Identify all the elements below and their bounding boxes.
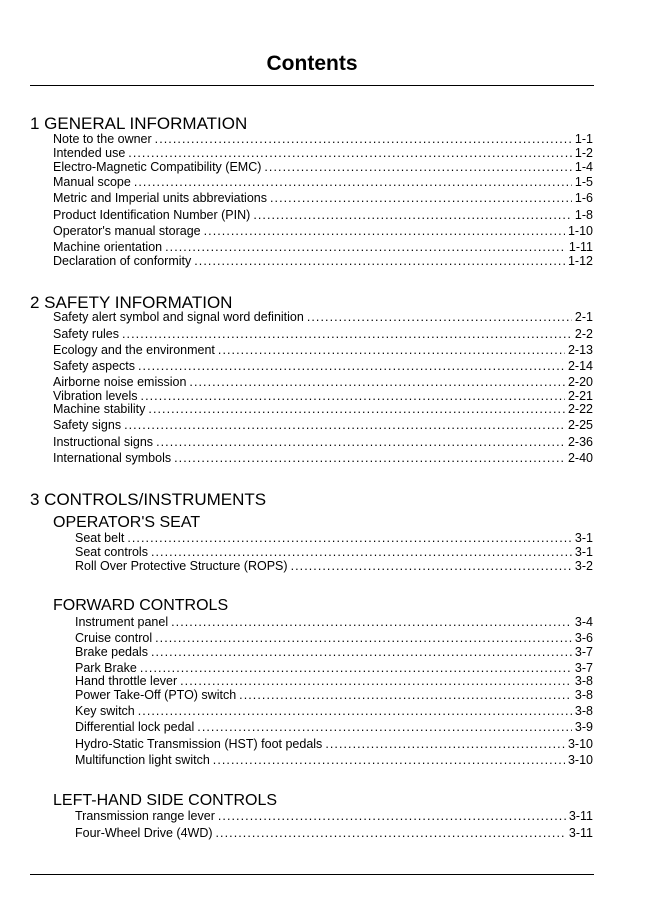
toc-entry-page: 3-8 [574,674,593,688]
toc-entry-page: 1-2 [574,146,593,160]
toc-entry-text: Hand throttle lever [75,674,178,688]
dot-leader [213,752,565,768]
dot-leader [204,223,565,239]
toc-entry-text: Multifunction light switch [75,753,210,767]
toc-entry[interactable] [75,736,593,752]
toc-entry-text: Intended use [53,146,126,160]
dot-leader [124,417,565,433]
toc-entry-page: 2-20 [567,375,593,389]
dot-leader [134,174,572,190]
toc-entry[interactable] [75,752,593,768]
toc-entry-page: 1-11 [568,240,593,254]
toc-entry[interactable] [53,450,593,466]
toc-entry-page: 3-7 [574,645,593,659]
dot-leader [171,614,572,630]
toc-entry-text: Cruise control [75,631,153,645]
toc-entry-text: Machine orientation [53,240,163,254]
dot-leader [156,434,565,450]
toc-entry[interactable] [75,825,593,841]
toc-entry-text: Safety aspects [53,359,135,373]
toc-entry-page: 3-6 [574,631,593,645]
toc-entry[interactable] [53,434,593,450]
dot-leader [264,159,572,175]
dot-leader [218,342,565,358]
dot-leader [253,207,572,223]
toc-entry[interactable] [53,223,593,239]
toc-entry-page: 1-10 [567,224,593,238]
toc-entry-page: 2-40 [567,451,593,465]
toc-entry-text: Safety signs [53,418,122,432]
toc-entry-text: Park Brake [75,661,137,675]
toc-entry-text: Hydro-Static Transmission (HST) foot pedals [75,737,323,751]
toc-entry[interactable] [75,719,593,735]
toc-entry[interactable] [75,558,593,574]
toc-entry-text: Four-Wheel Drive (4WD) [75,826,213,840]
dot-leader [239,687,572,703]
toc-entry-page: 3-4 [574,615,593,629]
toc-entry-text: Seat belt [75,531,125,545]
toc-entry-page: 1-4 [574,160,593,174]
toc-entry[interactable] [53,342,593,358]
toc-entry[interactable] [53,309,593,325]
toc-entry[interactable] [53,207,593,223]
toc-entry-page: 2-22 [567,402,593,416]
subsection-heading-operators-seat: OPERATOR'S SEAT [53,514,201,531]
toc-entry-page: 1-1 [574,132,593,146]
toc-entry[interactable] [53,159,593,175]
toc-entry-page: 3-10 [567,753,593,767]
section-heading-safety-information: 2 SAFETY INFORMATION [30,293,233,312]
toc-entry-text: Differential lock pedal [75,720,195,734]
toc-entry-text: Power Take-Off (PTO) switch [75,688,237,702]
toc-entry-page: 1-8 [574,208,593,222]
page-title: Contents [266,52,358,75]
toc-entry-text: Operator's manual storage [53,224,201,238]
toc-entry-page: 1-5 [574,175,593,189]
dot-leader [122,326,572,342]
toc-entry-page: 1-6 [574,191,593,205]
toc-entry[interactable] [75,808,593,824]
toc-entry-page: 2-21 [567,389,593,403]
toc-entry[interactable] [53,174,593,190]
toc-entry[interactable] [75,644,593,660]
toc-entry-text: Ecology and the environment [53,343,215,357]
toc-entry-page: 3-1 [574,545,593,559]
section-heading-controls-instruments: 3 CONTROLS/INSTRUMENTS [30,490,267,509]
toc-entry[interactable] [53,326,593,342]
toc-entry-page: 3-10 [567,737,593,751]
dot-leader [148,401,565,417]
toc-entry-text: Vibration levels [53,389,138,403]
dot-leader [307,309,572,325]
toc-entry[interactable] [53,190,593,206]
dot-leader [270,190,572,206]
toc-entry-text: Instructional signs [53,435,154,449]
toc-entry-text: Instrument panel [75,615,169,629]
toc-entry-text: Machine stability [53,402,146,416]
toc-entry-text: International symbols [53,451,172,465]
toc-entry[interactable] [75,687,593,703]
toc-entry-page: 2-13 [567,343,593,357]
dot-leader [325,736,565,752]
toc-entry-page: 2-25 [567,418,593,432]
toc-entry[interactable] [53,417,593,433]
toc-entry-text: Electro-Magnetic Compatibility (EMC) [53,160,262,174]
toc-entry[interactable] [53,358,593,374]
toc-entry-page: 1-12 [567,254,593,268]
bottom-divider [30,874,594,875]
toc-entry[interactable] [75,703,593,719]
toc-entry-text: Airborne noise emission [53,375,187,389]
toc-entry-text: Declaration of conformity [53,254,192,268]
toc-entry-text: Metric and Imperial units abbreviations [53,191,267,205]
toc-entry-page: 3-11 [568,826,593,840]
toc-entry-text: Key switch [75,704,135,718]
dot-leader [138,358,565,374]
toc-entry-page: 3-11 [568,809,593,823]
dot-leader [216,825,566,841]
toc-entry-page: 2-14 [567,359,593,373]
dot-leader [197,719,572,735]
toc-entry-text: Safety rules [53,327,120,341]
toc-entry-page: 2-2 [574,327,593,341]
toc-entry-page: 3-8 [574,704,593,718]
dot-leader [151,644,572,660]
toc-entry-page: 3-8 [574,688,593,702]
toc-entry-page: 3-2 [574,559,593,573]
toc-entry-text: Roll Over Protective Structure (ROPS) [75,559,288,573]
toc-entry[interactable] [53,253,593,269]
toc-entry-page: 3-9 [574,720,593,734]
toc-entry-text: Transmission range lever [75,809,215,823]
dot-leader [138,703,572,719]
dot-leader [218,808,566,824]
dot-leader [174,450,565,466]
toc-entry[interactable] [53,401,593,417]
toc-entry-page: 3-7 [574,661,593,675]
section-heading-general-information: 1 GENERAL INFORMATION [30,114,248,133]
toc-entry[interactable] [75,614,593,630]
subsection-heading-forward-controls: FORWARD CONTROLS [53,597,229,614]
toc-entry-page: 2-36 [567,435,593,449]
top-divider [30,85,594,86]
dot-leader [291,558,572,574]
toc-entry-text: Brake pedals [75,645,148,659]
toc-entry-text: Product Identification Number (PIN) [53,208,251,222]
subsection-heading-left-hand-side-controls: LEFT-HAND SIDE CONTROLS [53,792,278,809]
dot-leader [194,253,565,269]
toc-entry-text: Seat controls [75,545,148,559]
toc-entry-page: 3-1 [574,531,593,545]
toc-entry-page: 2-1 [574,310,593,324]
toc-entry-text: Note to the owner [53,132,152,146]
toc-entry-text: Safety alert symbol and signal word definition [53,310,304,324]
toc-entry-text: Manual scope [53,175,131,189]
